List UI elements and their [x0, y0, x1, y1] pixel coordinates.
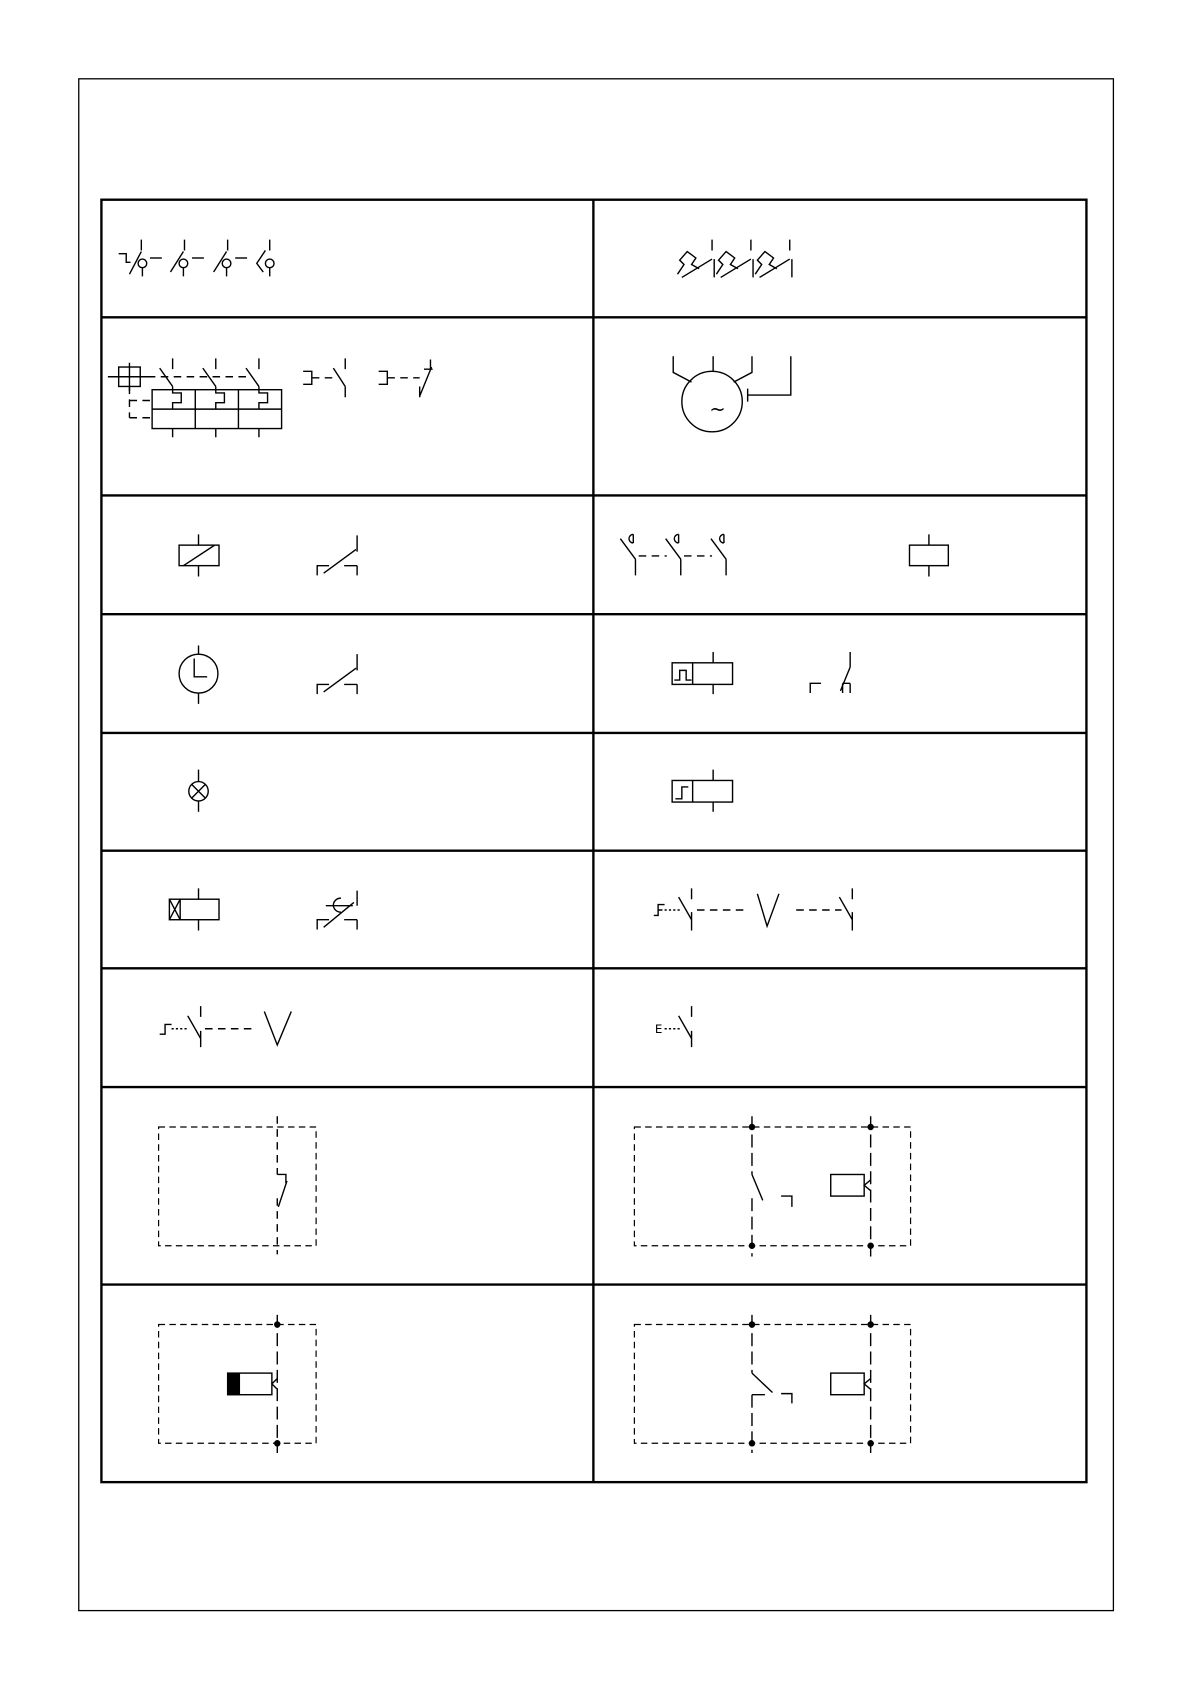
symbol-slow-release-coil: [169, 888, 219, 930]
junction-node: [749, 1124, 755, 1130]
symbol-sensor-contacts: [119, 240, 274, 277]
contact-1: [679, 888, 692, 930]
contact-1: [129, 240, 142, 277]
button-1: [620, 534, 635, 575]
pull-actuator: [160, 1024, 172, 1034]
junction-node: [867, 1321, 873, 1327]
enclosure: [634, 1325, 910, 1444]
relay-coil: [831, 1174, 864, 1196]
symbol-pushbutton-contacts: [620, 534, 726, 575]
trip-unit-dividers: [152, 390, 281, 429]
contact-2: [170, 240, 184, 277]
contact-blade: [277, 1174, 287, 1206]
symbol-step-relay-coil: [672, 770, 732, 812]
timer-contact-lines: [317, 654, 357, 694]
actuator-step: [119, 254, 131, 263]
contact-2-probe: [179, 259, 188, 268]
symbol-enclosed-relay-operated: [634, 1315, 910, 1453]
symbol-motor-protection-breaker: [108, 358, 433, 437]
symbol-push-contact: [655, 1006, 692, 1047]
lamp-cross: [192, 785, 205, 798]
motor-terminals: [673, 356, 752, 382]
junction-node: [274, 1321, 280, 1327]
symbol-table-grid: [101, 200, 1086, 1482]
push-actuator-label: E: [654, 1022, 663, 1037]
thermal-element-1: [678, 240, 715, 278]
enclosure: [159, 1127, 317, 1246]
junction-node: [749, 1242, 755, 1248]
symbol-pulse-contact: [810, 652, 850, 693]
coil-body: [672, 663, 732, 685]
pole-1-contact: [160, 358, 173, 386]
contact: [188, 1006, 201, 1047]
contact-3-probe: [222, 259, 231, 268]
contact-blade: [752, 1373, 792, 1403]
coil-marker-box: [169, 899, 180, 920]
contact: [679, 1006, 692, 1047]
symbol-relay-coil: [909, 534, 948, 576]
motor-ac-label: ~: [709, 397, 726, 421]
coil-body: [169, 899, 219, 920]
latch-mark: [264, 1011, 291, 1044]
delay-arc: [326, 898, 353, 912]
button-3: [711, 534, 726, 575]
coil-connector: [864, 1379, 870, 1390]
symbol-thermal-overload-contacts: [678, 240, 792, 278]
contact-4: [257, 240, 270, 277]
symbol-enclosed-contact: [159, 1116, 317, 1254]
pole-outputs: [173, 429, 259, 438]
symbol-signal-lamp: [189, 770, 208, 812]
junction-node: [749, 1440, 755, 1446]
symbol-enclosed-coil: [159, 1315, 317, 1453]
pulse-mark: [674, 670, 691, 680]
latch-actuator: [654, 905, 665, 916]
coil-connector: [864, 1180, 870, 1191]
contact-1-probe: [138, 259, 147, 268]
contact-4-probe: [265, 259, 274, 268]
clock-face: [179, 654, 218, 693]
coil-filled-marker: [228, 1373, 240, 1395]
contact-lines: [317, 891, 357, 930]
symbol-pull-latching-contact: [160, 1006, 292, 1047]
pole-2-contact: [203, 358, 216, 386]
contact-blade: [752, 1174, 792, 1206]
symbol-delay-relay-coil: [179, 534, 219, 576]
relay-coil: [831, 1373, 864, 1395]
symbol-three-phase-motor: [673, 356, 791, 432]
trip-link: [129, 386, 152, 417]
coil-connector: [272, 1379, 277, 1390]
coil-diagonal: [183, 545, 214, 566]
coil-body: [909, 545, 948, 566]
junction-node: [274, 1440, 280, 1446]
latch-mark: [757, 894, 779, 926]
pole-3-contact: [246, 358, 259, 386]
symbol-timer-contact: [317, 654, 357, 694]
aux-contact-no: [303, 358, 345, 397]
timed-contact-lines: [317, 535, 357, 575]
symbol-timed-contact: [317, 535, 357, 575]
junction-node: [749, 1321, 755, 1327]
symbol-latching-pushbutton: [654, 888, 853, 930]
symbol-timer-clock: [179, 646, 218, 704]
junction-node: [867, 1242, 873, 1248]
thermal-element-2: [716, 240, 753, 278]
pulse-contact-lines: [810, 652, 850, 693]
contact-3: [214, 240, 228, 277]
symbol-pulse-relay-coil: [672, 652, 732, 694]
symbol-enclosed-relay-contact: [634, 1116, 910, 1256]
enclosure: [634, 1127, 910, 1246]
junction-node: [867, 1124, 873, 1130]
junction-node: [867, 1440, 873, 1446]
clock-hands: [194, 658, 207, 676]
button-2: [666, 534, 681, 575]
thermal-element-3: [755, 240, 792, 278]
motor-earth-terminal: [748, 356, 791, 401]
symbol-slow-release-contact: [317, 891, 357, 930]
step-mark: [675, 787, 688, 799]
